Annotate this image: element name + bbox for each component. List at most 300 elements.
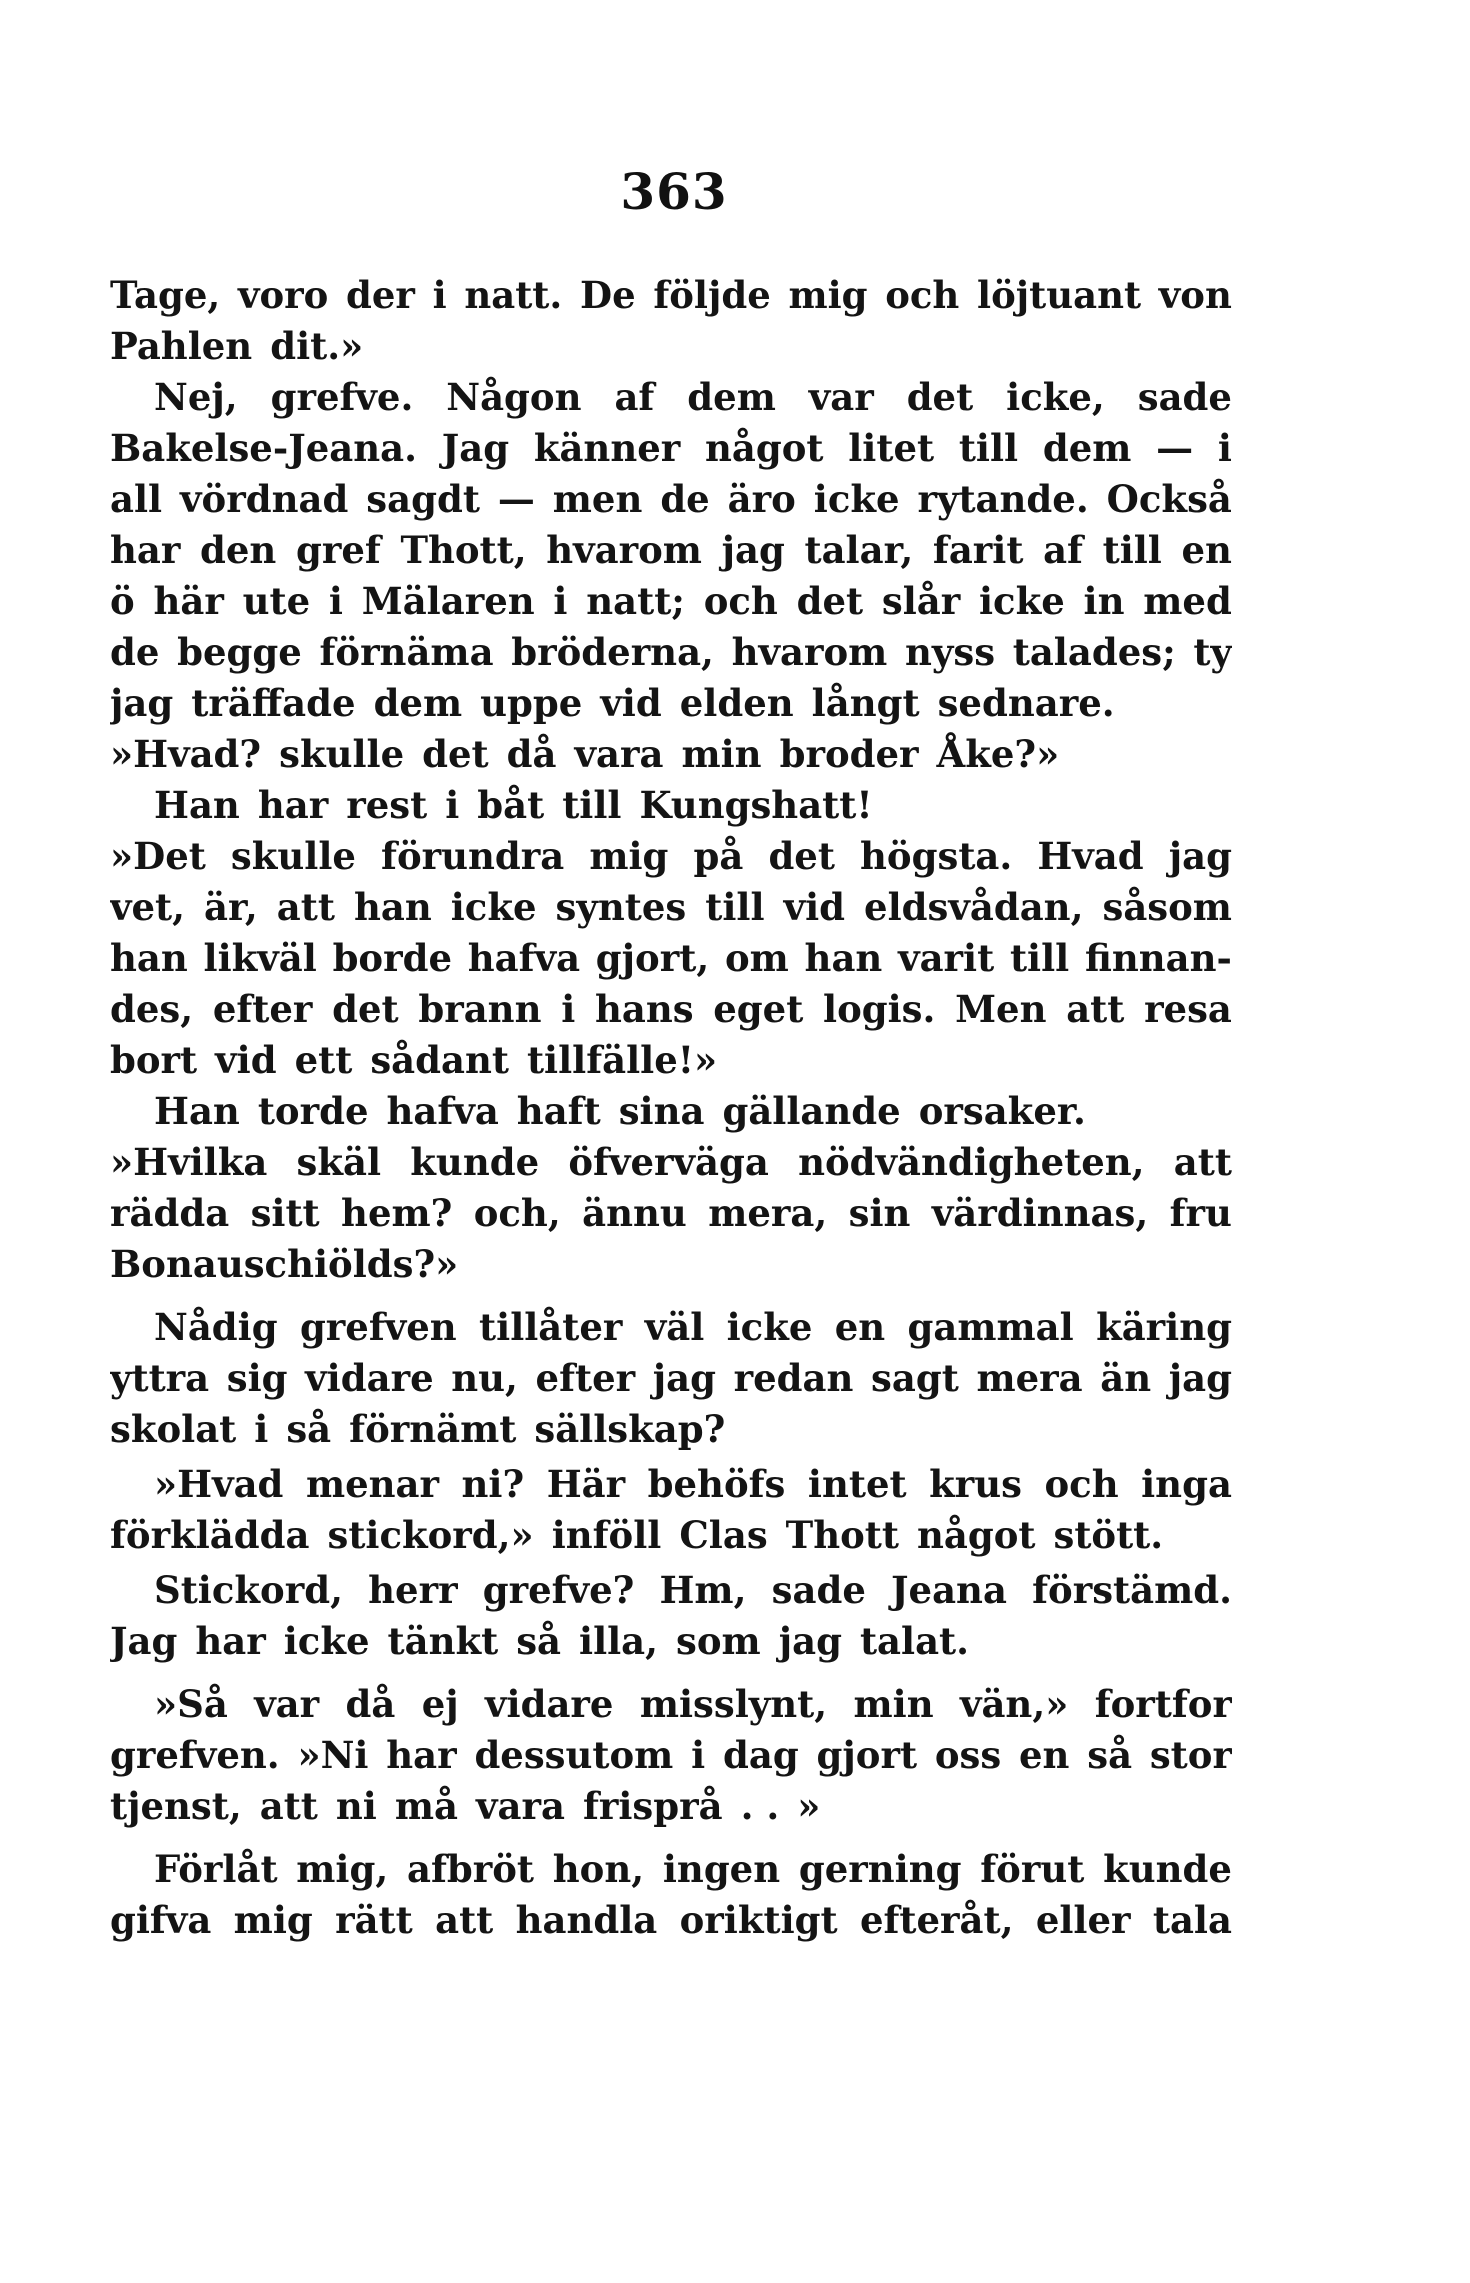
word: Också: [1106, 477, 1232, 521]
word: här: [153, 579, 224, 623]
paragraph-gap: [110, 1667, 1232, 1679]
word: något: [916, 1513, 1036, 1557]
word: sagdt: [366, 477, 480, 521]
word: ingen: [662, 1847, 781, 1891]
word: hans: [594, 987, 694, 1031]
word: »: [797, 1784, 821, 1828]
text-line: [110, 1035, 1232, 1086]
body-text: [110, 270, 1232, 1946]
word: icke,: [1006, 375, 1105, 419]
word: stor: [1149, 1733, 1232, 1777]
word: hafva: [386, 1089, 499, 1133]
word: vara: [574, 732, 664, 776]
word: skäl: [296, 1140, 382, 1184]
word: icke: [450, 885, 537, 929]
text-line: [110, 525, 1232, 576]
word: Bonauschiölds?»: [110, 1242, 459, 1286]
text-line: [110, 1730, 1232, 1781]
word: Kungshatt!: [639, 783, 873, 827]
word: förut: [980, 1847, 1085, 1891]
word: vördnad: [180, 477, 349, 521]
word: till: [562, 783, 622, 827]
word: de: [110, 630, 160, 674]
word: gifva: [110, 1898, 212, 1942]
word: ute: [242, 579, 311, 623]
word: haft: [516, 1089, 601, 1133]
word: nyss: [905, 630, 996, 674]
text-line: [110, 1679, 1232, 1730]
word: icke: [283, 1619, 370, 1663]
word: stickord,»: [327, 1513, 534, 1557]
word: tala: [1152, 1898, 1232, 1942]
word: Clas: [679, 1513, 768, 1557]
text-line: [110, 933, 1232, 984]
word: eget: [713, 987, 804, 1031]
word: skulle: [279, 732, 405, 776]
word: skolat: [110, 1407, 237, 1451]
word: löjtuant: [977, 273, 1142, 317]
word: vid: [215, 1038, 277, 1082]
text-line: [110, 1188, 1232, 1239]
word: har: [257, 783, 329, 827]
word: af: [614, 375, 655, 419]
word: Här: [546, 1462, 626, 1506]
word: jag: [1168, 834, 1232, 878]
word: Pahlen: [110, 324, 253, 368]
word: mera,: [708, 1191, 828, 1235]
text-line: [110, 1895, 1232, 1946]
word: i: [328, 579, 343, 623]
word: det: [332, 987, 399, 1031]
word: nödvändigheten,: [798, 1140, 1145, 1184]
word: han: [804, 936, 883, 980]
word: har: [110, 528, 181, 572]
word: vara: [475, 1784, 565, 1828]
word: skulle: [230, 834, 356, 878]
word: äro: [727, 477, 796, 521]
word: till: [1102, 528, 1162, 572]
word: sade: [1137, 375, 1232, 419]
word: rest: [346, 783, 428, 827]
word: jag: [1168, 1356, 1232, 1400]
word: dem: [373, 681, 463, 725]
word: efteråt,: [859, 1898, 1014, 1942]
word: krus: [929, 1462, 1022, 1506]
word: herr: [368, 1568, 458, 1612]
word: Hvad: [1037, 834, 1144, 878]
word: natt.: [464, 273, 563, 317]
word: förnäma: [319, 630, 494, 674]
word: frisprå: [582, 1784, 723, 1828]
word: sin: [848, 1191, 911, 1235]
word: der: [346, 273, 415, 317]
word: min: [681, 732, 762, 776]
word: Bakelse-Jeana.: [110, 426, 417, 470]
word: fru: [1169, 1191, 1232, 1235]
word: jag: [110, 681, 174, 725]
paragraph-gap: [110, 1290, 1232, 1302]
page-number: 363: [620, 162, 728, 221]
word: voro: [237, 273, 329, 317]
word: att: [259, 1784, 318, 1828]
word: då: [506, 732, 557, 776]
word: oriktigt: [679, 1898, 838, 1942]
word: von: [1158, 273, 1232, 317]
word: så: [516, 1619, 562, 1663]
word: då: [345, 1682, 396, 1726]
word: i: [553, 579, 568, 623]
word: tänkt: [387, 1619, 499, 1663]
word: inföll: [551, 1513, 662, 1557]
word: grefve?: [482, 1568, 635, 1612]
word: att: [1173, 1140, 1232, 1184]
text-line: [110, 627, 1232, 678]
word: Han: [154, 783, 240, 827]
word: broder: [779, 732, 919, 776]
word: in: [1083, 579, 1125, 623]
word: . .: [740, 1784, 780, 1828]
word: eller: [1035, 1898, 1131, 1942]
text-line: [110, 1086, 1232, 1137]
word: förnämt: [349, 1407, 517, 1451]
word: det: [422, 732, 489, 776]
word: »Hvad?: [110, 732, 262, 776]
word: om: [724, 936, 789, 980]
text-line: [110, 831, 1232, 882]
word: ö: [110, 579, 135, 623]
word: så: [286, 1407, 332, 1451]
word: förundra: [381, 834, 565, 878]
word: Mälaren: [361, 579, 535, 623]
word: redan: [733, 1356, 854, 1400]
word: öfverväga: [568, 1140, 769, 1184]
word: vet,: [110, 885, 186, 929]
word: mig: [788, 273, 868, 317]
word: efter: [212, 987, 313, 1031]
word: de: [660, 477, 710, 521]
word: »Ni: [297, 1733, 369, 1777]
word: jag: [721, 528, 785, 572]
word: uppe: [480, 681, 583, 725]
word: käring: [1096, 1305, 1232, 1349]
word: vid: [600, 681, 662, 725]
text-line: [110, 1565, 1232, 1616]
word: något: [705, 426, 824, 470]
word: resa: [1144, 987, 1232, 1031]
word: all: [110, 477, 163, 521]
word: dem: [687, 375, 776, 419]
word: i: [445, 783, 460, 827]
word: ni: [335, 1784, 377, 1828]
word: talar,: [804, 528, 914, 572]
word: den: [200, 528, 277, 572]
word: —: [1156, 426, 1194, 470]
word: med: [1143, 579, 1232, 623]
word: Jag: [110, 1619, 178, 1663]
word: »Det: [110, 834, 206, 878]
text-line: [110, 1844, 1232, 1895]
word: är,: [204, 885, 258, 929]
word: ett: [294, 1038, 353, 1082]
word: farit: [932, 528, 1024, 572]
word: mig,: [296, 1847, 389, 1891]
word: sällskap?: [534, 1407, 726, 1451]
word: min: [853, 1682, 934, 1726]
text-line: [110, 270, 1232, 321]
word: till: [705, 885, 765, 929]
word: men: [552, 477, 643, 521]
word: fortfor: [1094, 1682, 1232, 1726]
text-line: [110, 423, 1232, 474]
text-line: [110, 984, 1232, 1035]
word: så: [1087, 1733, 1133, 1777]
word: efter: [535, 1356, 636, 1400]
word: kunde: [1103, 1847, 1232, 1891]
word: tillåter: [479, 1305, 623, 1349]
word: mig: [589, 834, 669, 878]
word: i: [1217, 426, 1232, 470]
text-line: [110, 372, 1232, 423]
word: gref: [295, 528, 381, 572]
word: sagt: [871, 1356, 959, 1400]
word: dessutom: [474, 1733, 674, 1777]
word: orsaker.: [918, 1089, 1086, 1133]
word: på: [693, 834, 744, 878]
word: tillfälle!»: [526, 1038, 718, 1082]
word: väl: [644, 1305, 705, 1349]
word: förstämd.: [1032, 1568, 1232, 1612]
word: »Hvilka: [110, 1140, 268, 1184]
word: må: [394, 1784, 458, 1828]
word: talades;: [1012, 630, 1176, 674]
word: Åke?»: [936, 732, 1060, 776]
word: och: [885, 273, 960, 317]
word: att: [1066, 987, 1125, 1031]
word: känner: [533, 426, 681, 470]
word: gerning: [798, 1847, 962, 1891]
word: »Så: [154, 1682, 228, 1726]
text-line: [110, 1510, 1232, 1561]
word: syntes: [555, 885, 687, 929]
word: illa,: [579, 1619, 659, 1663]
word: båt: [477, 783, 545, 827]
word: —: [497, 477, 535, 521]
word: misslynt,: [639, 1682, 828, 1726]
word: Jag: [441, 426, 510, 470]
word: slår: [881, 579, 961, 623]
word: oss: [934, 1733, 1002, 1777]
word: gammal: [907, 1305, 1074, 1349]
word: det: [796, 579, 864, 623]
word: och: [703, 579, 778, 623]
word: mig: [233, 1898, 313, 1942]
word: Nej,: [154, 375, 238, 419]
text-line: [110, 882, 1232, 933]
word: en: [1181, 528, 1232, 572]
word: rädda: [110, 1191, 230, 1235]
word: sednare.: [937, 681, 1115, 725]
word: till: [1009, 936, 1070, 980]
text-line: [110, 1459, 1232, 1510]
word: att: [435, 1898, 494, 1942]
word: och: [1044, 1462, 1119, 1506]
word: Förlåt: [154, 1847, 278, 1891]
word: finnan-: [1084, 936, 1232, 980]
word: natt;: [586, 579, 685, 623]
word: dag: [723, 1733, 799, 1777]
word: Jeana: [891, 1568, 1007, 1612]
word: intet: [807, 1462, 907, 1506]
word: kunde: [410, 1140, 540, 1184]
word: Thott: [785, 1513, 899, 1557]
word: mera: [976, 1356, 1083, 1400]
word: hvarom: [546, 528, 702, 572]
word: af: [1043, 528, 1083, 572]
word: vän,»: [959, 1682, 1069, 1726]
paragraph-gap: [110, 1832, 1232, 1844]
text-line: [110, 576, 1232, 627]
word: träffade: [191, 681, 356, 725]
word: vidare: [305, 1356, 434, 1400]
word: brann: [418, 987, 542, 1031]
word: sig: [226, 1356, 288, 1400]
word: sade: [771, 1568, 866, 1612]
word: nu,: [451, 1356, 518, 1400]
text-line: [110, 321, 1232, 372]
word: i: [691, 1733, 706, 1777]
word: vidare: [485, 1682, 614, 1726]
word: elden: [679, 681, 794, 725]
word: dem: [1042, 426, 1132, 470]
text-line: [110, 1404, 1232, 1455]
word: borde: [332, 936, 453, 980]
word: grefve.: [270, 375, 414, 419]
word: Han: [154, 1089, 240, 1133]
word: hon,: [552, 1847, 645, 1891]
word: jag: [652, 1356, 716, 1400]
word: litet: [848, 426, 935, 470]
text-line: [110, 1137, 1232, 1188]
word: Men: [955, 987, 1047, 1031]
word: icke: [979, 579, 1065, 623]
text-line: [110, 729, 1232, 780]
word: som: [676, 1619, 761, 1663]
word: rätt: [335, 1898, 413, 1942]
word: des,: [110, 987, 194, 1031]
word: stött.: [1053, 1513, 1164, 1557]
word: ännu: [582, 1191, 687, 1235]
word: icke: [813, 477, 900, 521]
word: högsta.: [860, 834, 1013, 878]
word: logis.: [823, 987, 936, 1031]
word: torde: [257, 1089, 369, 1133]
word: en: [1018, 1733, 1070, 1777]
word: att: [276, 885, 335, 929]
word: yttra: [110, 1356, 210, 1400]
word: än: [1100, 1356, 1152, 1400]
word: Stickord,: [154, 1568, 343, 1612]
word: hafva: [467, 936, 581, 980]
word: varit: [898, 936, 995, 980]
word: talat.: [859, 1619, 970, 1663]
word: ni?: [461, 1462, 525, 1506]
word: värdinnas,: [931, 1191, 1149, 1235]
word: i: [561, 987, 576, 1031]
word: Någon: [446, 375, 582, 419]
text-line: [110, 780, 1232, 831]
word: gjort: [816, 1733, 918, 1777]
word: handla: [515, 1898, 658, 1942]
word: sitt: [250, 1191, 320, 1235]
word: bort: [110, 1038, 198, 1082]
word: hem?: [341, 1191, 453, 1235]
word: han: [110, 936, 188, 980]
word: det: [906, 375, 974, 419]
text-line: [110, 1616, 1232, 1667]
word: gjort,: [595, 936, 710, 980]
word: vid: [783, 885, 846, 929]
word: Tage,: [110, 273, 221, 317]
text-line: [110, 474, 1232, 525]
word: begge: [177, 630, 302, 674]
word: det: [768, 834, 835, 878]
word: var: [808, 375, 874, 419]
word: behöfs: [647, 1462, 786, 1506]
word: långt: [811, 681, 920, 725]
word: en: [834, 1305, 886, 1349]
word: grefven: [299, 1305, 457, 1349]
word: tjenst,: [110, 1784, 242, 1828]
word: eldsvådan,: [864, 885, 1084, 929]
word: De: [579, 273, 636, 317]
text-line: [110, 1239, 1232, 1290]
word: »Hvad: [154, 1462, 284, 1506]
word: afbröt: [406, 1847, 535, 1891]
word: i: [432, 273, 447, 317]
word: ej: [421, 1682, 459, 1726]
word: bröderna,: [511, 630, 714, 674]
word: gällande: [722, 1089, 901, 1133]
word: han: [353, 885, 432, 929]
word: i: [254, 1407, 269, 1451]
word: hvarom: [731, 630, 888, 674]
word: grefven.: [110, 1733, 280, 1777]
word: till: [958, 426, 1019, 470]
word: rytande.: [917, 477, 1089, 521]
word: dit.»: [270, 324, 364, 368]
word: följde: [653, 273, 771, 317]
word: har: [386, 1733, 457, 1777]
word: förklädda: [110, 1513, 310, 1557]
text-line: [110, 1781, 1232, 1832]
word: Nådig: [154, 1305, 278, 1349]
word: sina: [618, 1089, 705, 1133]
word: inga: [1141, 1462, 1232, 1506]
word: sådant: [370, 1038, 509, 1082]
text-line: [110, 1353, 1232, 1404]
word: Thott,: [400, 528, 527, 572]
word: likväl: [203, 936, 317, 980]
word: Hm,: [659, 1568, 747, 1612]
text-line: [110, 678, 1232, 729]
word: har: [195, 1619, 266, 1663]
word: var: [254, 1682, 320, 1726]
text-line: [110, 1302, 1232, 1353]
word: och,: [473, 1191, 561, 1235]
word: jag: [778, 1619, 842, 1663]
word: icke: [726, 1305, 813, 1349]
word: ty: [1193, 630, 1232, 674]
